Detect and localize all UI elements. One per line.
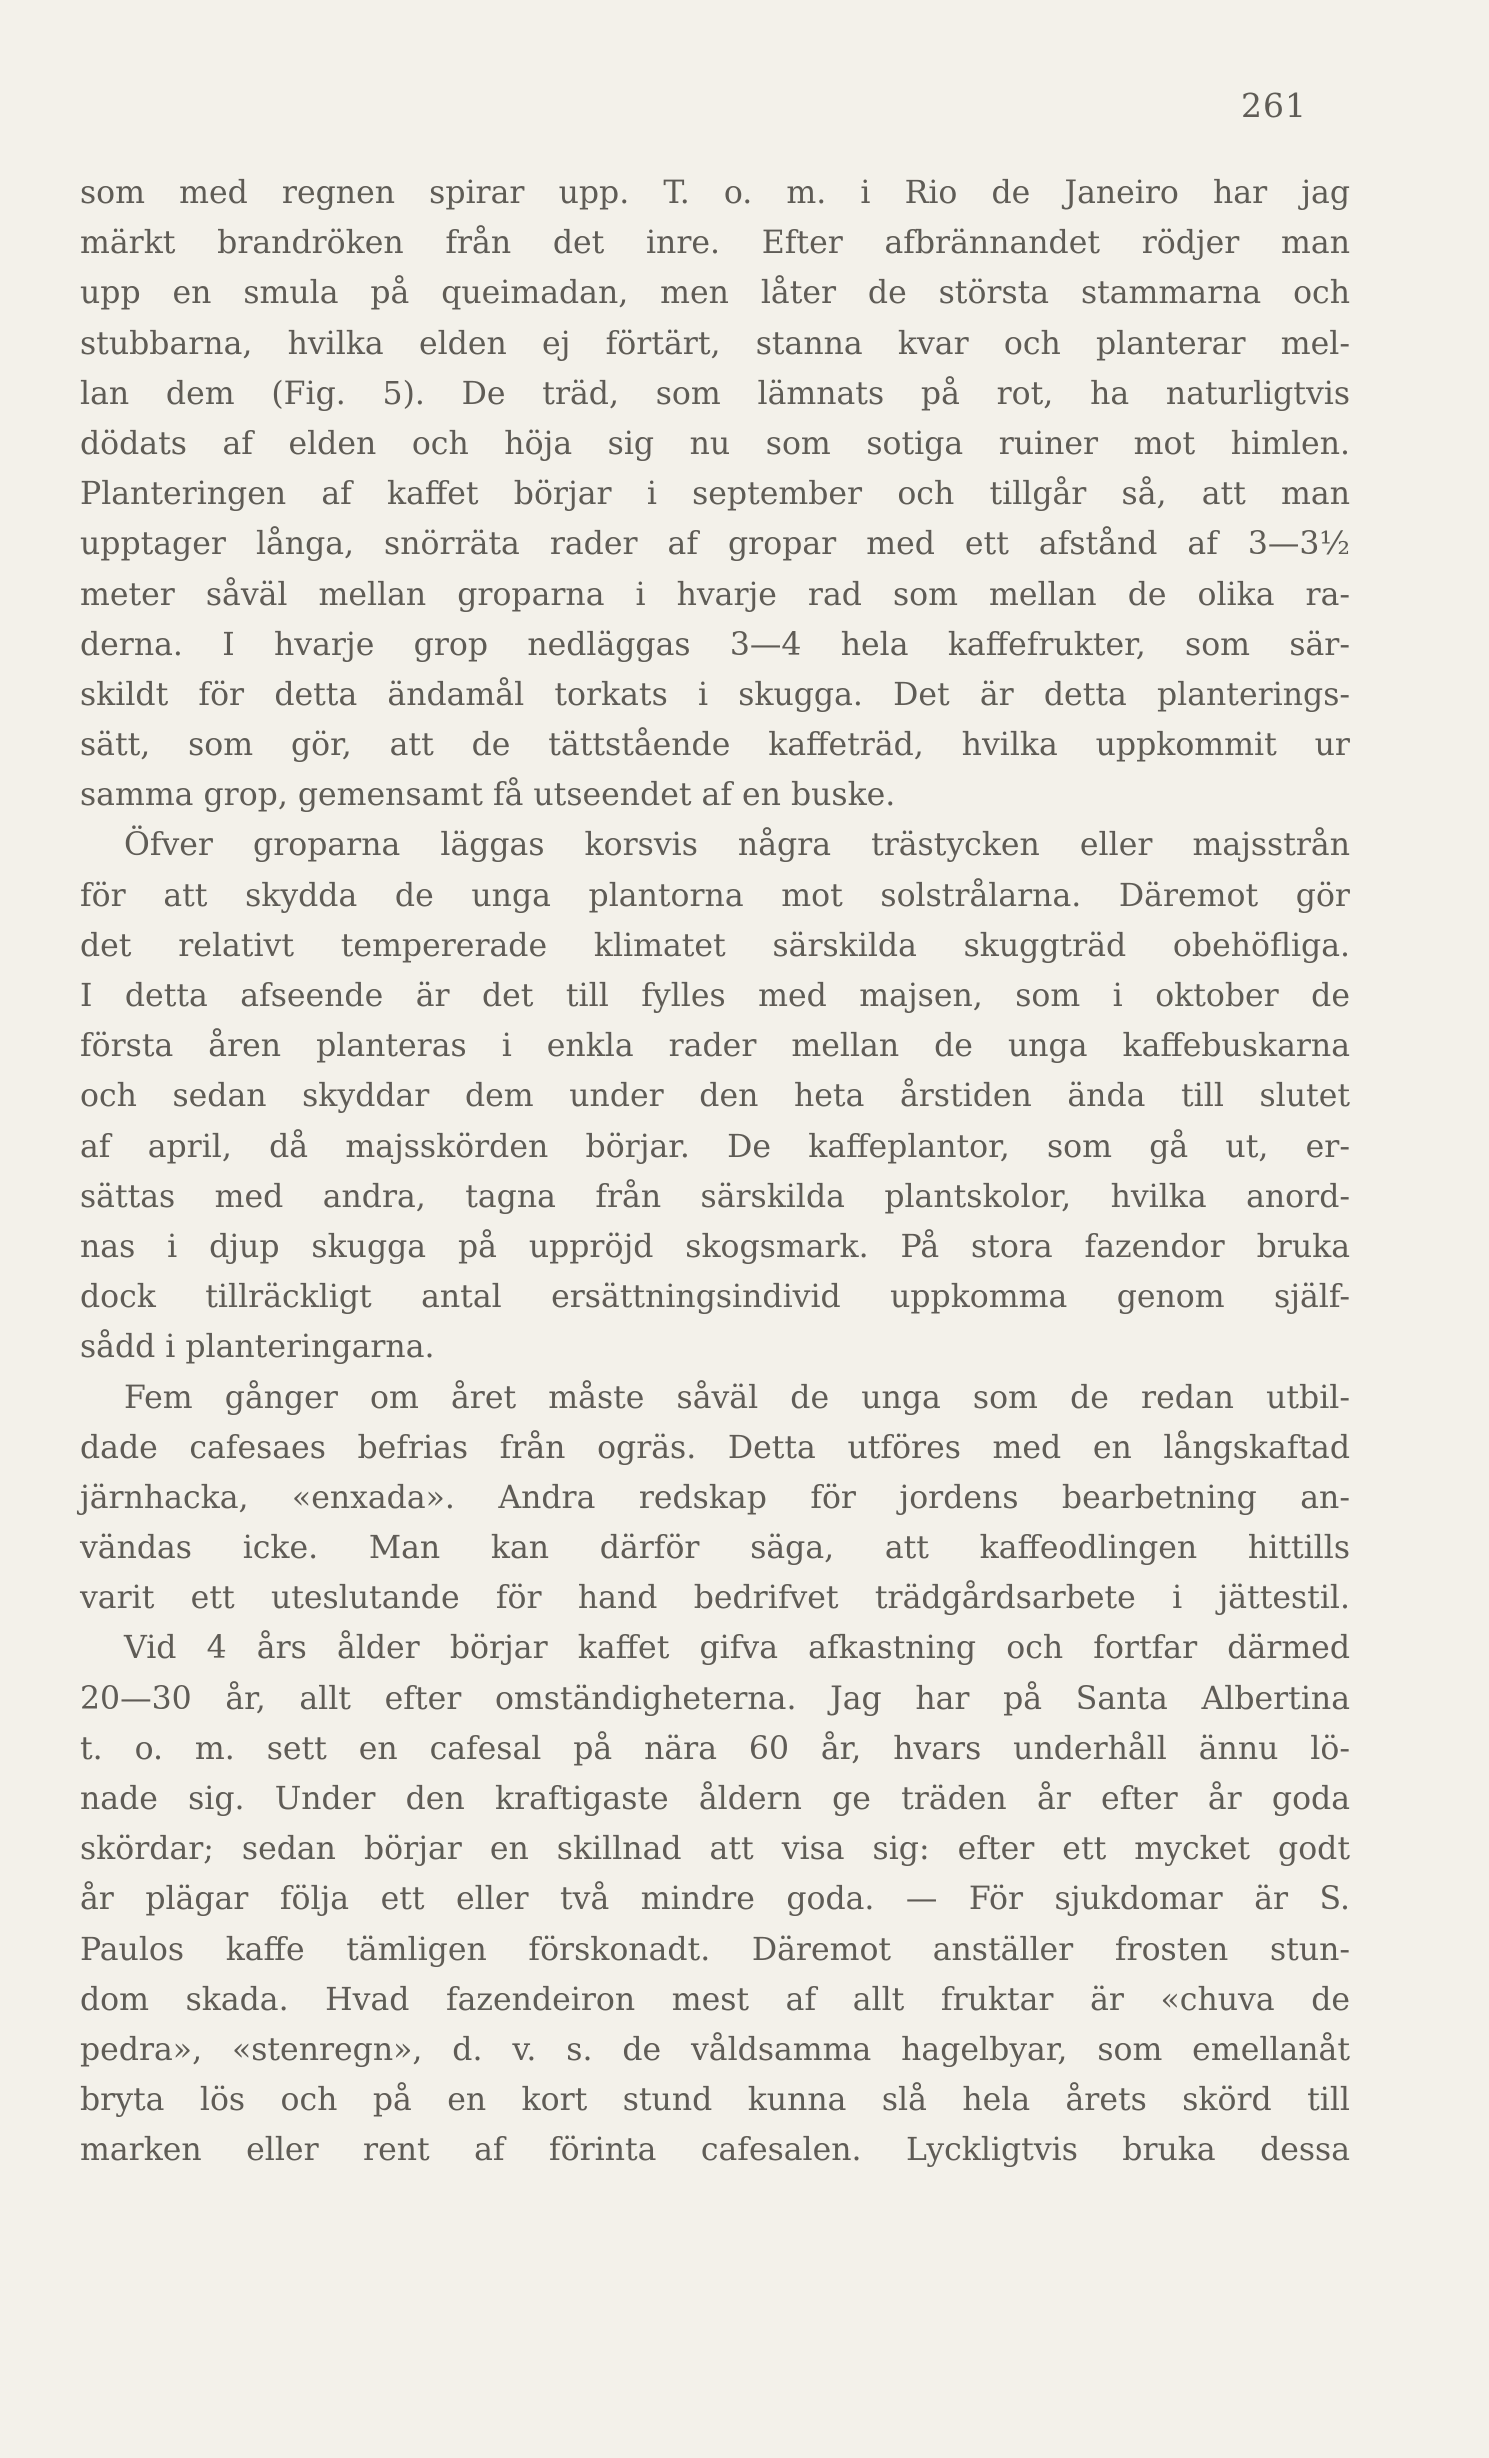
text-line: samma grop, gemensamt få utseendet af en buske. <box>80 777 896 814</box>
text-line: af april, då majsskörden börjar. De kaffeplantor, som gå ut, er- <box>80 1128 1350 1165</box>
text-line: skördar; sedan börjar en skillnad att visa sig: efter ett mycket godt <box>80 1831 1350 1868</box>
text-line: det relativt tempererade klimatet särskilda skuggträd obehöfliga. <box>80 927 1350 964</box>
text-line: dock tillräckligt antal ersättningsindivid uppkomma genom själf- <box>80 1279 1350 1316</box>
text-line: dade cafesaes befrias från ogräs. Detta utföres med en långskaftad <box>80 1429 1350 1466</box>
text-line: sättas med andra, tagna från särskilda plantskolor, hvilka anord- <box>80 1178 1350 1215</box>
text-line: varit ett uteslutande för hand bedrifvet trädgårdsarbete i jättestil. <box>80 1580 1350 1617</box>
text-line: Vid 4 års ålder börjar kaffet gifva afkastning och fortfar därmed <box>124 1630 1350 1667</box>
text-line: för att skydda de unga plantorna mot solstrålarna. Däremot gör <box>80 877 1350 914</box>
text-line: stubbarna, hvilka elden ej förtärt, stanna kvar och planterar mel- <box>80 325 1350 362</box>
text-line: pedra», «stenregn», d. v. s. de våldsamma hagelbyar, som emellanåt <box>80 2031 1350 2068</box>
text-line: t. o. m. sett en cafesal på nära 60 år, hvars underhåll ännu lö- <box>80 1730 1350 1767</box>
text-line: järnhacka, «enxada». Andra redskap för jordens bearbetning an- <box>80 1479 1350 1516</box>
text-line: nas i djup skugga på uppröjd skogsmark. På stora fazendor bruka <box>80 1228 1350 1265</box>
text-line: dom skada. Hvad fazendeiron mest af allt fruktar är «chuva de <box>80 1981 1350 2018</box>
text-line: derna. I hvarje grop nedläggas 3—4 hela kaffefrukter, som sär- <box>80 626 1350 663</box>
text-line: sätt, som gör, att de tättstående kaffeträd, hvilka uppkommit ur <box>80 727 1350 764</box>
text-line: och sedan skyddar dem under den heta årstiden ända till slutet <box>80 1078 1350 1115</box>
text-line: skildt för detta ändamål torkats i skugga. Det är detta planterings- <box>80 676 1350 713</box>
text-line: sådd i planteringarna. <box>80 1329 435 1366</box>
text-line: vändas icke. Man kan därför säga, att kaffeodlingen hittills <box>80 1530 1350 1567</box>
text-line: Planteringen af kaffet börjar i september och tillgår så, att man <box>80 476 1350 513</box>
text-line: I detta afseende är det till fylles med majsen, som i oktober de <box>80 978 1350 1014</box>
text-line: Öfver groparna läggas korsvis några trästycken eller majsstrån <box>124 827 1350 864</box>
text-line: bryta lös och på en kort stund kunna slå hela årets skörd till <box>80 2082 1350 2119</box>
text-line: lan dem (Fig. 5). De träd, som lämnats på rot, ha naturligtvis <box>80 375 1350 412</box>
text-line: upp en smula på queimadan, men låter de största stammarna och <box>80 275 1350 312</box>
text-line: Paulos kaffe tämligen förskonadt. Däremot anställer frosten stun- <box>80 1931 1350 1968</box>
text-line: år plägar följa ett eller två mindre goda. — För sjukdomar är S. <box>80 1881 1350 1918</box>
text-line: upptager långa, snörräta rader af gropar med ett afstånd af 3—3½ <box>80 526 1350 563</box>
text-line: nade sig. Under den kraftigaste åldern ge träden år efter år goda <box>80 1781 1350 1817</box>
text-line: Fem gånger om året måste såväl de unga som de redan utbil- <box>124 1379 1350 1416</box>
text-line: marken eller rent af förinta cafesalen. Lyckligtvis bruka dessa <box>80 2132 1350 2169</box>
page-number: 261 <box>1241 86 1307 125</box>
text-line: första åren planteras i enkla rader mellan de unga kaffebuskarna <box>80 1028 1350 1065</box>
text-line: meter såväl mellan groparna i hvarje rad som mellan de olika ra- <box>80 576 1350 613</box>
text-line: märkt brandröken från det inre. Efter afbrännandet rödjer man <box>80 225 1350 262</box>
text-line: 20—30 år, allt efter omständigheterna. Jag har på Santa Albertina <box>80 1680 1350 1717</box>
body-text <box>80 168 1350 2176</box>
text-line: som med regnen spirar upp. T. o. m. i Rio de Janeiro har jag <box>80 175 1350 211</box>
text-line: dödats af elden och höja sig nu som sotiga ruiner mot himlen. <box>80 425 1350 462</box>
